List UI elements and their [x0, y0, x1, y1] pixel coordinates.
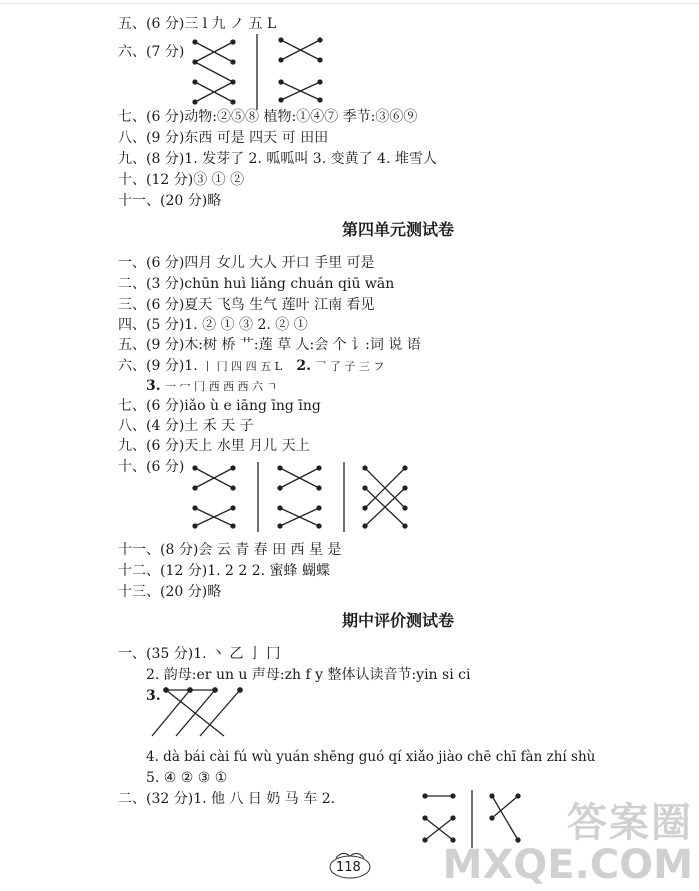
unit4-q3: 三、(6 分)夏天 飞鸟 生气 莲叶 江南 看见 — [118, 297, 375, 313]
watermark — [442, 800, 693, 888]
unit4-q11: 十一、(8 分)会 云 青 春 田 西 星 是 — [118, 542, 342, 558]
unit4-q7: 七、(6 分)iǎo ù e iāng īng īng — [118, 398, 321, 414]
unit4-q13: 十三、(20 分)略 — [118, 584, 222, 600]
answer-q8: 八、(9 分)东西 可是 四天 可 田田 — [118, 130, 329, 146]
answer-q7: 七、(6 分)动物:②⑤⑧ 植物:①④⑦ 季节:③⑥⑨ — [118, 109, 418, 125]
midterm-q1-3: 3. — [146, 688, 161, 704]
midterm-title: 期中评价测试卷 — [342, 611, 455, 630]
matching-block-6 — [193, 34, 322, 110]
unit4-q6-part2-num: 2. — [296, 358, 311, 374]
midterm-q1-5: 5. ④ ② ③ ① — [146, 770, 228, 786]
answer-q5: 五、(6 分)三 ⅼ 九 ノ 五 L — [118, 16, 277, 32]
matching-block-midterm-3 — [152, 688, 242, 736]
matching-block-unit4-10 — [193, 462, 407, 532]
unit4-q6-strokes-3: 一 冖 冂 西 西 西 六 ㄱ — [165, 380, 278, 393]
unit4-q1: 一、(6 分)四月 女儿 大人 开口 手里 可是 — [118, 255, 375, 271]
answer-q9: 九、(8 分)1. 发芽了 2. 呱呱叫 3. 变黄了 4. 堆雪人 — [118, 151, 437, 167]
midterm-q1: 一、(35 分)1. 丶 乙 亅 冂 — [118, 646, 281, 662]
unit4-q9: 九、(6 分)天上 水里 月儿 天上 — [118, 438, 310, 454]
midterm-q1-2: 2. 韵母:er un u 声母:zh f y 整体认读音节:yin si ci — [146, 667, 471, 683]
midterm-q1-4: 4. dà bái cài fú wù yuán shēng guó qí xiǎo jiào chē chī fàn zhí shù — [146, 749, 596, 765]
unit4-q4: 四、(5 分)1. ② ① ③ 2. ② ① — [118, 317, 308, 333]
unit4-q5: 五、(9 分)木:树 桥 艹:莲 草 人:会 个 讠:词 说 语 — [118, 337, 421, 353]
unit4-title: 第四单元测试卷 — [342, 220, 455, 239]
page-number: 118 — [336, 860, 361, 875]
unit4-q6-part3-num: 3. — [146, 378, 161, 394]
watermark-en: MXQE.COM — [442, 842, 693, 888]
unit4-q12: 十二、(12 分)1. 2 2 2. 蜜蜂 蝴蝶 — [118, 563, 330, 579]
unit4-q6-strokes-1: 丨 冂 四 四 五 L — [202, 360, 282, 373]
unit4-q2: 二、(3 分)chūn huì liǎng chuán qiū wān — [118, 276, 395, 292]
answer-q11: 十一、(20 分)略 — [118, 193, 222, 209]
watermark-cn: 答案圈 — [567, 800, 693, 846]
answer-q6: 六、(7 分) — [118, 44, 185, 60]
midterm-q2: 二、(32 分)1. 他 八 日 奶 马 车 2. — [118, 791, 336, 807]
unit4-q8: 八、(4 分)土 禾 天 子 — [118, 418, 254, 434]
answer-q10: 十、(12 分)③ ① ② — [118, 172, 245, 188]
unit4-q6-strokes-2: 乛 了 子 三 フ — [315, 360, 385, 373]
unit4-q10: 十、(6 分) — [118, 459, 185, 475]
unit4-q6-label: 六、(9 分)1. — [118, 358, 198, 374]
